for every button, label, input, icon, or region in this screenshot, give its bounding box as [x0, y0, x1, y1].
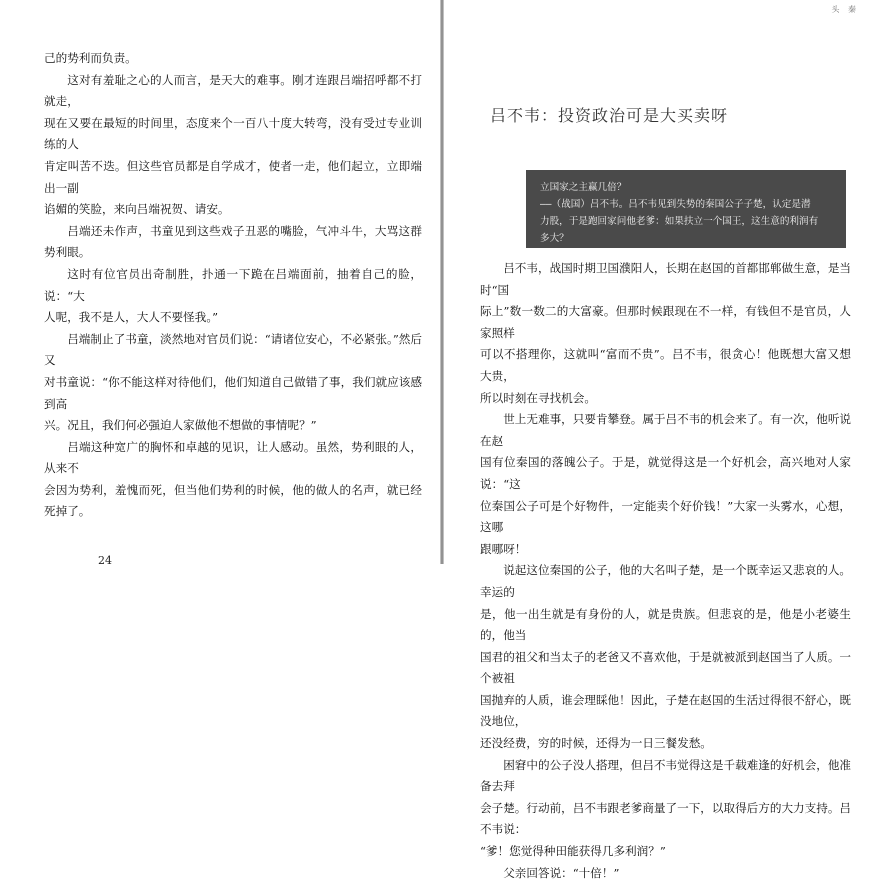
text-line: 现在又要在最短的时间里，态度来个一百八十度大转弯，没有受过专业训练的人: [44, 115, 422, 152]
text-line: 对书童说：“你不能这样对待他们，他们知道自己做错了事，我们就应该感到高: [44, 374, 422, 411]
text-line: 人呢，我不是人，大人不要怪我。”: [44, 310, 219, 325]
text-line: 还没经费，穷的时候，还得为一日三餐发愁。: [480, 736, 712, 751]
text-line: 吕不韦，战国时期卫国濮阳人，长期在赵国的首都邯郸做生意，是当时“国: [480, 261, 852, 297]
epigraph-line: 立国家之主赢几倍？: [540, 182, 627, 193]
text-line: 所以时刻在寻找机会。: [480, 390, 596, 405]
text-line: 肯定叫苦不迭。但这些官员都是自学成才，使者一走，他们起立，立即端出一副: [44, 158, 422, 195]
text-line: 谄媚的笑脸，来向吕端祝贺、请安。: [44, 202, 230, 217]
epigraph-line: ——（战国）吕不韦。吕不韦见到失势的秦国公子子楚，认定是潜: [540, 199, 811, 210]
left-page: [0, 0, 440, 567]
right-page-body: [480, 258, 851, 884]
text-line: 这时有位官员出奇制胜，扑通一下跪在吕端面前，抽着自己的脸，说：“大: [44, 266, 422, 303]
epigraph-line: 力股，于是跑回家问他老爹：如果扶立一个国王，这生意的利润有: [540, 216, 819, 227]
text-line: 吕端这种宽广的胸怀和卓越的见识，让人感动。虽然，势利眼的人，从来不: [44, 439, 422, 476]
right-page: [444, 0, 885, 880]
text-line: 吕端制止了书童，淡然地对官员们说：“请诸位安心，不必紧张。”然后又: [44, 331, 422, 368]
epigraph-box: [526, 170, 846, 248]
text-line: 世上无难事，只要肯攀登。属于吕不韦的机会来了。有一次，他听说在赵: [480, 412, 852, 448]
text-line: 国有位秦国的落魄公子。于是，就觉得这是一个好机会，高兴地对人家说：“这: [480, 455, 851, 491]
running-head: 头 秦: [831, 5, 859, 14]
text-line: 跟哪呀！: [480, 541, 527, 556]
text-line: 己的势利而负责。: [44, 51, 137, 65]
text-line: 困窘中的公子没人搭理，但吕不韦觉得这是千载难逢的好机会，他准备去拜: [480, 757, 852, 794]
chapter-title: 吕不韦：投资政治可是大买卖呀: [490, 106, 729, 125]
text-line: 兴。况且，我们何必强迫人家做他不想做的事情呢？”: [44, 418, 317, 433]
page-number: 24: [98, 554, 112, 567]
text-line: 国君的祖父和当太子的老爸又不喜欢他，于是就被派到赵国当了人质。一个被祖: [480, 649, 852, 686]
text-line: 可以不搭理你，这就叫“富而不贵”。吕不韦，很贪心！他既想大富又想大贵，: [480, 347, 851, 383]
text-line: 会子楚。行动前，吕不韦跟老爹商量了一下，以取得后方的大力支持。吕不韦说：: [480, 800, 852, 837]
text-line: 会因为势利，羞愧而死，但当他们势利的时候，他的做人的名声，就已经死掉了。: [44, 482, 422, 519]
left-page-body: [44, 48, 422, 523]
text-line: 位秦国公子可是个好物件，一定能卖个好价钱！”大家一头雾水，心想，这哪: [480, 498, 851, 535]
text-line: 这对有羞耻之心的人而言，是天大的难事。刚才连跟吕端招呼都不打就走，: [44, 72, 422, 109]
text-line: 吕端还未作声，书童见到这些戏子丑恶的嘴脸，气冲斗牛，大骂这群势利眼。: [44, 223, 422, 260]
text-line: 说起这位秦国的公子，他的大名叫子楚，是一个既幸运又悲哀的人。幸运的: [480, 563, 852, 599]
text-line: 际上”数一数二的大富豪。但那时候跟现在不一样，有钱但不是官员，人家照样: [480, 304, 851, 340]
epigraph-line: 多大？: [540, 233, 569, 244]
text-line: 国抛弃的人质，谁会理睬他！因此，子楚在赵国的生活过得很不舒心，既没地位，: [480, 692, 852, 729]
text-line: 是，他一出生就是有身份的人，就是贵族。但悲哀的是，他是小老婆生的，他当: [480, 606, 851, 643]
text-line: 父亲回答说：“十倍！”: [503, 865, 620, 880]
text-line: “爹！您觉得种田能获得几多利润？”: [480, 844, 666, 859]
